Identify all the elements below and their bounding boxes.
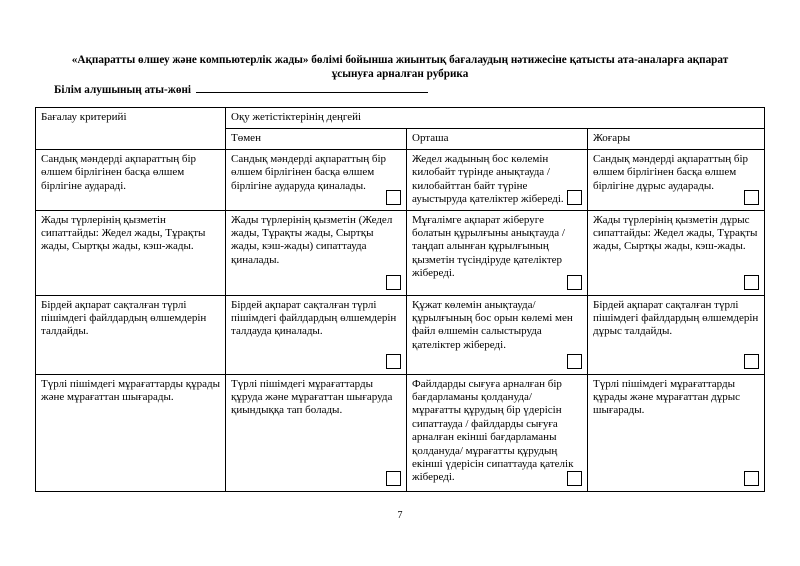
checkbox[interactable]	[567, 354, 582, 369]
criterion-cell	[36, 210, 226, 295]
criterion-text: Бірдей ақпарат сақталған түрлі пішімдегі файлдардың өлшемдерін талдайды.	[41, 298, 207, 338]
table-row	[36, 295, 765, 374]
low-text: Сандық мәндерді ақпараттың бір өлшем бірлігінен басқа өлшем бірлігіне аударуда қиналады.	[231, 153, 387, 192]
checkbox[interactable]	[567, 190, 582, 205]
high-text: Жады түрлерінің қызметін дұрыс сипаттайды: Жедел жады, Тұрақты жады, Сыртқы жады, кэш-жады.	[593, 213, 758, 253]
low-cell	[226, 374, 407, 491]
high-text: Бірдей ақпарат сақталған түрлі пішімдегі файлдардың өлшемдерін дұрыс талдайды.	[593, 298, 759, 338]
checkbox[interactable]	[744, 354, 759, 369]
criteria-header: Бағалау критерийі	[36, 108, 226, 150]
checkbox[interactable]	[386, 471, 401, 486]
mid-cell	[407, 150, 588, 211]
low-text: Түрлі пішімдегі мұрағаттарды құруда және мұрағаттан шығаруда қиындыққа тап болады.	[231, 377, 393, 417]
title-line-1: «Ақпаратты өлшеу және компьютерлік жады» бөлімі бойынша жиынтық бағалаудың нәтижесіне қатысты ата-аналарға ақпарат	[71, 54, 729, 66]
table-row	[36, 374, 765, 491]
rubric-table	[35, 107, 765, 492]
criterion-text: Жады түрлерінің қызметін сипаттайды: Жедел жады, Тұрақты жады, Сыртқы жады, кэш-жады.	[41, 213, 206, 253]
criterion-text: Сандық мәндерді ақпараттың бір өлшем бірлігінен басқа өлшем бірлігіне аудараді.	[41, 153, 197, 192]
student-name-row	[54, 82, 428, 96]
page-number: 7	[397, 510, 403, 521]
mid-text: Құжат көлемін анықтауда/ құрылғының бос орын көлемі мен файл өлшемін салыстыруда қателіктер жібереді.	[412, 298, 573, 351]
checkbox[interactable]	[744, 471, 759, 486]
criterion-text: Түрлі пішімдегі мұрағаттарды құрады және мұрағаттан шығарады.	[41, 377, 220, 404]
high-cell	[588, 295, 765, 374]
low-cell	[226, 150, 407, 211]
high-cell	[588, 150, 765, 211]
high-text: Түрлі пішімдегі мұрағаттарды құрады және мұрағаттан дұрыс шығарады.	[593, 377, 741, 417]
checkbox[interactable]	[386, 275, 401, 290]
level-mid-header: Орташа	[407, 129, 588, 150]
mid-text: Файлдарды сығуға арналған бір бағдарламаны қолдануда/ мұрағатты құрудың бір үдерісін сипаттауда / файлдарды сығуға арналған екінші бағдарламаны қолдануда/ мұрағатты құрудың екінші үдерісін сипаттауда қателік жібереді.	[412, 377, 574, 484]
high-cell	[588, 374, 765, 491]
document-title	[40, 53, 760, 81]
student-name-label: Білім алушының аты-жөні	[54, 84, 191, 96]
student-name-line[interactable]	[196, 82, 428, 93]
level-low-header: Төмен	[226, 129, 407, 150]
criterion-cell	[36, 374, 226, 491]
low-text: Бірдей ақпарат сақталған түрлі пішімдегі файлдардың өлшемдерін талдауда қиналады.	[231, 298, 397, 338]
mid-text: Жедел жадының бос көлемін килобайт түрінде анықтауда / килобайттан байт түріне ауыстыруда қателіктер жібереді.	[412, 153, 564, 206]
checkbox[interactable]	[386, 354, 401, 369]
mid-cell	[407, 374, 588, 491]
checkbox[interactable]	[386, 190, 401, 205]
high-text: Сандық мәндерді ақпараттың бір өлшем бірлігінен басқа өлшем бірлігіне дұрыс аударады.	[593, 153, 749, 192]
table-row	[36, 150, 765, 211]
level-high-header: Жоғары	[588, 129, 765, 150]
criterion-cell	[36, 295, 226, 374]
table-row	[36, 210, 765, 295]
levels-header: Оқу жетістіктерінің деңгейі	[226, 108, 765, 129]
mid-cell	[407, 210, 588, 295]
mid-text: Мұғалімге ақпарат жіберуге болатын құрылғыны анықтауда /таңдап алынған құрылғының қызметін түсіндіруде қателіктер жібереді.	[412, 213, 565, 280]
low-text: Жады түрлерінің қызметін (Жедел жады, Тұрақты жады, Сыртқы жады, кэш-жады) сипаттауда қиналады.	[231, 213, 393, 266]
title-line-2: ұсынуға арналған рубрика	[331, 68, 469, 80]
checkbox[interactable]	[567, 471, 582, 486]
low-cell	[226, 295, 407, 374]
checkbox[interactable]	[567, 275, 582, 290]
mid-cell	[407, 295, 588, 374]
criterion-cell	[36, 150, 226, 211]
high-cell	[588, 210, 765, 295]
low-cell	[226, 210, 407, 295]
checkbox[interactable]	[744, 275, 759, 290]
checkbox[interactable]	[744, 190, 759, 205]
